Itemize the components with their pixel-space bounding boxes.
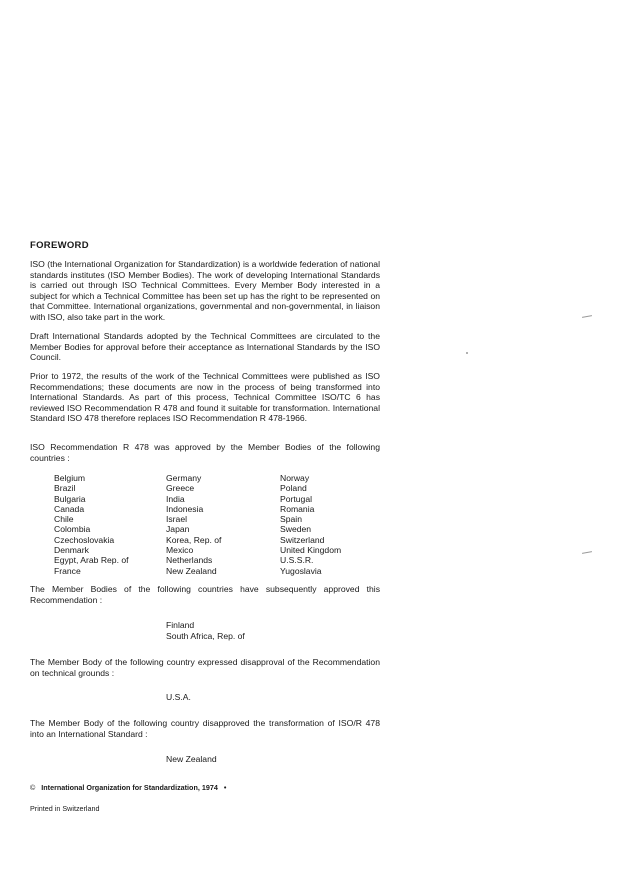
foreword-paragraph-7: The Member Body of the following country disapproved the transformation of ISO/R 478 into an International Standard : [30, 718, 380, 739]
country-name: Romania [280, 503, 315, 514]
bullet-icon: • [223, 783, 227, 792]
foreword-paragraph-2: Draft International Standards adopted by the Technical Committees are circulated to the Member Bodies for approval before their acceptance as International Standards by the ISO Council. [30, 331, 380, 363]
country-name: Korea, Rep. of [166, 534, 222, 545]
country-name: Japan [166, 524, 190, 535]
foreword-paragraph-1: ISO (the International Organization for Standardization) is a worldwide federation of national standards institutes (ISO Member Bodies). The work of developing International Standards is carried out through ISO Technical Committees. Every Member Body interested in a subject for which a Technical Committee has been set up has the right to be represented on that Committee. International organizations, governmental and non-governmental, in liaison with ISO, also take part in the work. [30, 259, 380, 322]
foreword-paragraph-4: ISO Recommendation R 478 was approved by the Member Bodies of the following countries : [30, 442, 380, 463]
country-name: Switzerland [280, 534, 325, 545]
scan-mark [582, 315, 592, 318]
foreword-paragraph-5: The Member Bodies of the following countries have subsequently approved this Recommendation : [30, 584, 380, 605]
countries-column-2 [166, 473, 221, 576]
country-name: Norway [280, 473, 310, 483]
country-name: France [54, 565, 81, 576]
scan-mark [582, 551, 592, 554]
country-name: Yugoslavia [280, 565, 322, 576]
country-name: Egypt, Arab Rep. of [54, 555, 129, 566]
country-name: Mexico [166, 545, 194, 556]
country-name: Brazil [54, 483, 76, 494]
foreword-paragraph-3: Prior to 1972, the results of the work of the Technical Committees were published as ISO Recommendations; these documents are now in the process of being transformed into International Standards. As part of this process, Technical Committee ISO/TC 6 has reviewed ISO Recommendation R 478 and found it suitable for transformation. International Standard ISO 478 therefore replaces ISO Recommendation R 478-1966. [30, 371, 380, 424]
country-name: Portugal [280, 493, 313, 504]
country-name: Canada [54, 503, 85, 514]
printed-in-notice: Printed in Switzerland [30, 804, 100, 813]
country-name: U.S.S.R. [280, 555, 314, 566]
country-name: Czechoslovakia [54, 534, 115, 545]
countries-column-1 [54, 473, 129, 576]
country-name: Sweden [280, 524, 312, 535]
countries-column-3 [280, 473, 341, 576]
country-name: India [166, 493, 185, 504]
country-name: Denmark [54, 545, 89, 556]
foreword-paragraph-6: The Member Body of the following country expressed disapproval of the Recommendation on technical grounds : [30, 657, 380, 678]
copyright-symbol: © [30, 783, 36, 792]
country-name: Belgium [54, 473, 86, 483]
disapproved-transformation-country: New Zealand [166, 754, 217, 764]
country-name: United Kingdom [280, 545, 342, 556]
country-name: Netherlands [166, 555, 213, 566]
country-name: Israel [166, 514, 188, 525]
copyright-text: International Organization for Standardization, 1974 [41, 783, 218, 792]
disapproved-technical-country: U.S.A. [166, 692, 191, 702]
country-name: New Zealand [166, 565, 217, 576]
page-title: FOREWORD [30, 240, 89, 251]
country-name: Indonesia [166, 503, 204, 514]
country-name: Spain [280, 514, 302, 525]
country-name: Chile [54, 514, 74, 525]
subsequent-country-1: Finland [166, 620, 195, 630]
country-name: Poland [280, 483, 307, 494]
country-name: Germany [166, 473, 202, 483]
country-name: Colombia [54, 524, 91, 535]
copyright-notice [30, 783, 226, 792]
country-name: Bulgaria [54, 493, 86, 504]
subsequent-country-2: South Africa, Rep. of [166, 631, 245, 641]
country-name: Greece [166, 483, 195, 494]
scan-dot [466, 352, 468, 354]
